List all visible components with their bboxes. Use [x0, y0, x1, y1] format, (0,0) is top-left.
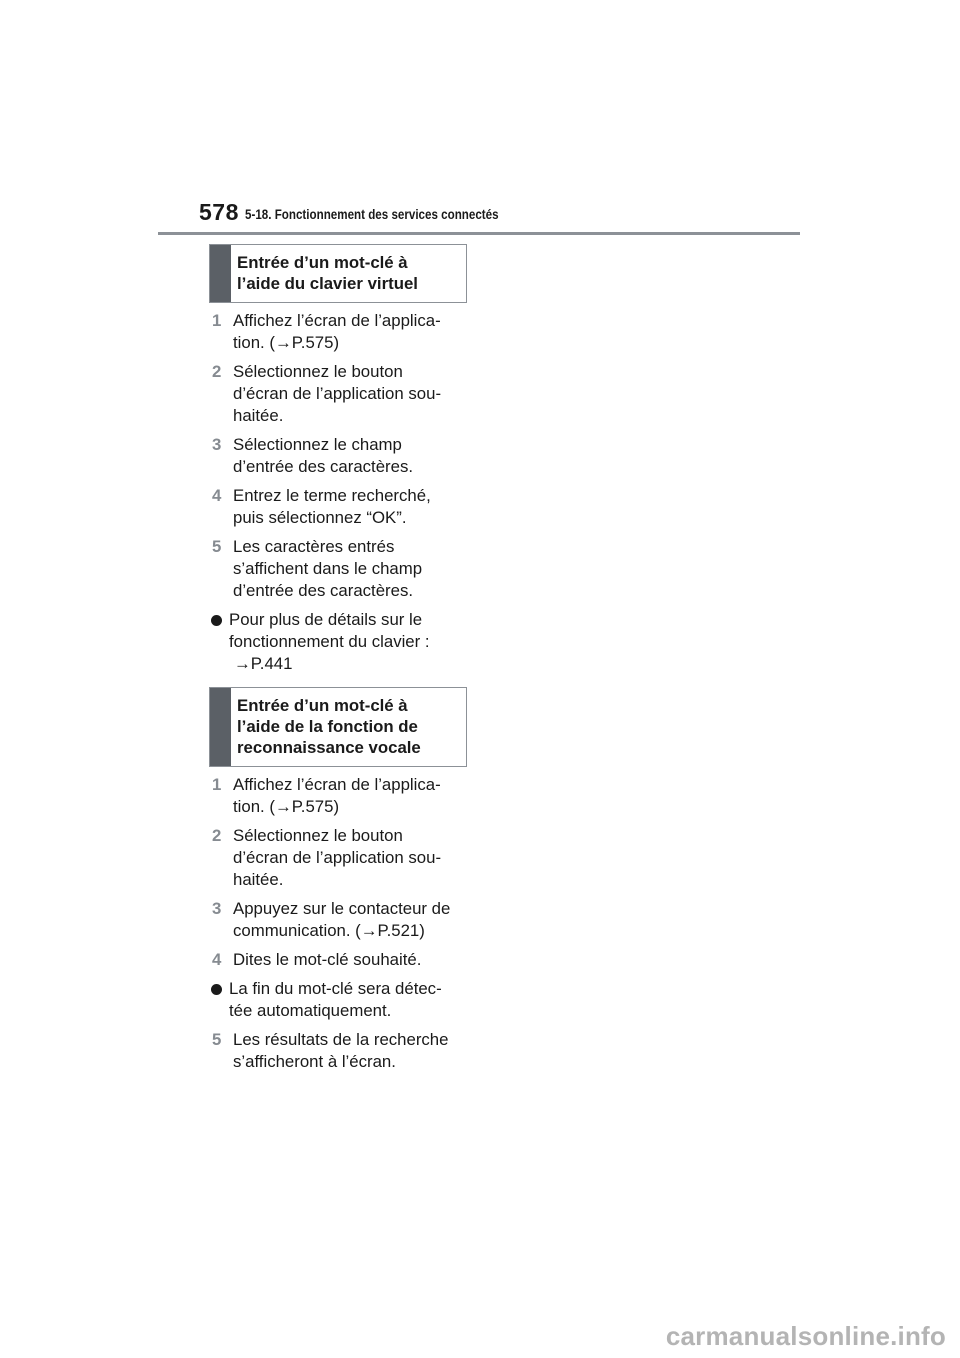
- page-reference: →P.441: [234, 654, 293, 673]
- section-title-line: l’aide de la fonction de: [237, 717, 418, 736]
- step-text: Dites le mot-clé souhaité.: [233, 950, 422, 969]
- step-item: [209, 774, 471, 818]
- step-text: Les caractères entrés: [233, 537, 395, 556]
- chapter-title: 5-18. Fonctionnement des services connectés: [245, 207, 499, 222]
- bullet-item: [209, 609, 471, 675]
- step-number: 4: [212, 486, 222, 505]
- step-item: [209, 361, 471, 427]
- step-text: Appuyez sur le contacteur de: [233, 899, 451, 918]
- section-virtual-keyboard: [209, 244, 471, 675]
- step-text: Sélectionnez le bouton: [233, 826, 403, 845]
- step-text: s’affichent dans le champ: [233, 559, 423, 578]
- step-number: 2: [212, 362, 222, 381]
- section-title-line: l’aide du clavier virtuel: [237, 274, 418, 293]
- step-item: [209, 536, 471, 602]
- step-item: [209, 434, 471, 478]
- section-title-line: reconnaissance vocale: [237, 738, 421, 757]
- watermark-text: carmanualsonline.info: [665, 1321, 946, 1351]
- bullet-text: fonctionnement du clavier :: [229, 632, 430, 651]
- step-item: [209, 949, 471, 971]
- steps-list: [209, 774, 471, 1073]
- heading-accent-bar: [210, 245, 231, 302]
- section-heading-voice-recognition: [209, 687, 467, 767]
- bullet-item: [209, 978, 471, 1022]
- section-heading-virtual-keyboard: [209, 244, 467, 303]
- step-text: Sélectionnez le bouton: [233, 362, 403, 381]
- steps-list: [209, 310, 471, 675]
- step-text: haitée.: [233, 870, 284, 889]
- bullet-dot-icon: [211, 615, 222, 626]
- step-number: 5: [212, 1030, 222, 1049]
- step-item: [209, 310, 471, 354]
- step-item: [209, 898, 471, 942]
- section-title: [231, 688, 429, 766]
- step-number: 4: [212, 950, 222, 969]
- step-number: 2: [212, 826, 222, 845]
- section-title-line: Entrée d’un mot-clé à: [237, 696, 408, 715]
- bullet-text: tée automatiquement.: [229, 1001, 392, 1020]
- step-text: s’afficheront à l’écran.: [233, 1052, 396, 1071]
- section-voice-recognition: [209, 687, 471, 1073]
- step-number: 5: [212, 537, 222, 556]
- step-text: Entrez le terme recherché,: [233, 486, 431, 505]
- step-text: communication. (→P.521): [233, 921, 425, 940]
- section-title-line: Entrée d’un mot-clé à: [237, 253, 408, 272]
- step-text: d’écran de l’application sou-: [233, 384, 442, 403]
- step-text: puis sélectionnez “OK”.: [233, 508, 407, 527]
- bullet-text: Pour plus de détails sur le: [229, 610, 423, 629]
- step-item: [209, 1029, 471, 1073]
- heading-accent-bar: [210, 688, 231, 766]
- step-number: 1: [212, 775, 222, 794]
- bullet-text: La fin du mot-clé sera détec-: [229, 979, 442, 998]
- step-number: 1: [212, 311, 222, 330]
- step-text: d’entrée des caractères.: [233, 457, 414, 476]
- step-text: tion. (→P.575): [233, 797, 340, 816]
- section-title: [231, 245, 426, 302]
- header-divider: [158, 232, 800, 235]
- step-item: [209, 825, 471, 891]
- step-number: 3: [212, 899, 222, 918]
- step-text: Affichez l’écran de l’applica-: [233, 311, 441, 330]
- bullet-dot-icon: [211, 984, 222, 995]
- step-text: Sélectionnez le champ: [233, 435, 402, 454]
- step-text: d’écran de l’application sou-: [233, 848, 442, 867]
- step-text: d’entrée des caractères.: [233, 581, 414, 600]
- step-text: Affichez l’écran de l’applica-: [233, 775, 441, 794]
- step-text: tion. (→P.575): [233, 333, 340, 352]
- step-number: 3: [212, 435, 222, 454]
- step-text: haitée.: [233, 406, 284, 425]
- page-number: 578: [199, 199, 239, 225]
- step-item: [209, 485, 471, 529]
- step-text: Les résultats de la recherche: [233, 1030, 449, 1049]
